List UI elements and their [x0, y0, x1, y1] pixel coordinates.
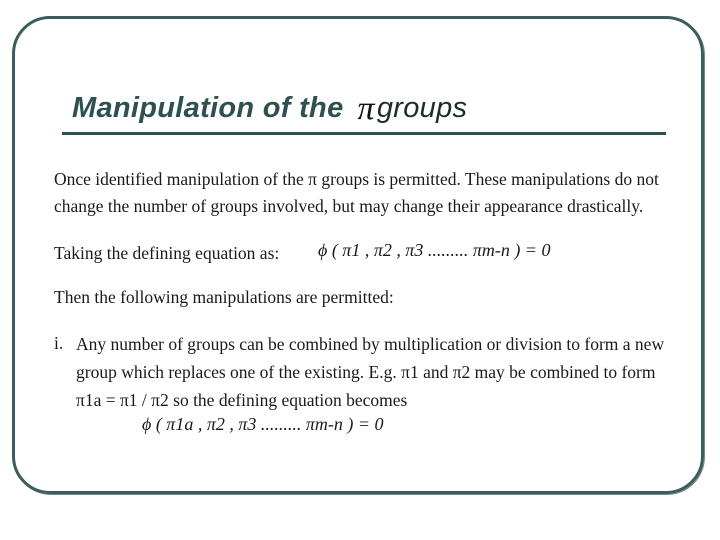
intro-paragraph: Once identified manipulation of the π groups is permitted. These manipulations do not change the number of groups involved, but may change their appearance drastically.	[54, 169, 659, 216]
defining-label: Taking the defining equation as:	[54, 243, 280, 263]
pi-symbol: π	[357, 90, 375, 127]
manipulations-intro: Then the following manipulations are permitted:	[54, 287, 394, 307]
list-item-text: Any number of groups can be combined by multiplication or division to form a new group which replaces one of the existing. E.g. π1 and π2 may be combined to form π1a = π1 / π2 so the defining equation becomes	[76, 334, 665, 410]
defining-equation: ϕ ( π1 , π2 , π3 ......... πm-n ) = 0	[318, 240, 551, 260]
slide-title	[72, 88, 467, 126]
title-tail: groups	[376, 92, 468, 124]
title-text: Manipulation of the	[72, 92, 344, 124]
list-item-equation: ϕ ( π1a , π2 , π3 ......... πm-n ) = 0	[142, 414, 384, 434]
title-underline	[62, 132, 666, 135]
list-marker: i.	[54, 333, 64, 353]
